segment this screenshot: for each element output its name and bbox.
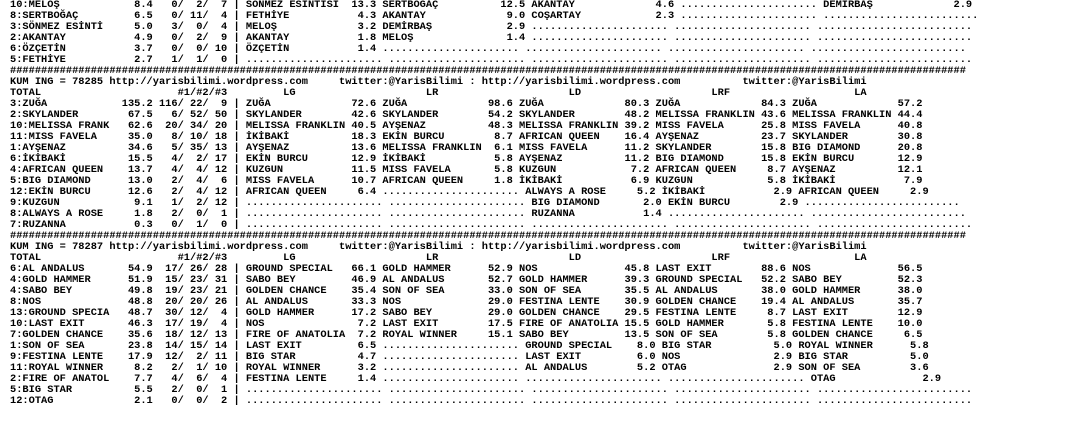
report-line: KUM ING = 78285 http://yarisbilimi.wordpress.com twitter:@YarisBilimi : http://yarisbilimi.wordpress.com twitter:@YarisBilimi <box>10 76 867 88</box>
report-line: 12:OTAG 2.1 0/ 0/ 2 | ...................... ...................... ...................... ...................... ......................... <box>10 395 973 407</box>
report-line: 1:AYŞENAZ 34.6 5/ 35/ 13 | AYŞENAZ 13.6 MELISSA FRANKLIN 6.1 MISS FAVELA 11.2 SKYLANDER 15.8 BIG DIAMOND 20.8 <box>10 142 923 154</box>
report-line: 10:MELOŞ 8.4 0/ 2/ 7 | SÖNMEZ ESİNTİSİ 13.3 SERTBOĞAÇ 12.5 AKANTAY 4.6 ...................... DEMİRBAŞ 2.9 <box>10 0 973 11</box>
report-line: 8:ALWAYS A ROSE 1.8 2/ 0/ 1 | ...................... ...................... RUZANNA 1.4 ...................... ......................... <box>10 208 966 220</box>
report-line: 13:GROUND SPECIA 48.7 30/ 12/ 4 | GOLD HAMMER 17.2 SABO BEY 29.0 GOLDEN CHANCE 29.5 FESTINA LENTE 8.7 LAST EXIT 12.9 <box>10 307 923 319</box>
report-line: 6:AL ANDALUS 54.9 17/ 26/ 28 | GROUND SPECIAL 66.1 GOLD HAMMER 52.9 NOS 45.8 LAST EXIT 88.6 NOS 56.5 <box>10 263 923 275</box>
report-line: 12:EKİN BURCU 12.6 2/ 4/ 12 | AFRICAN QUEEN 6.4 ...................... ALWAYS A ROSE 5.2 İKİBAKİ 2.9 AFRICAN QUEEN 2.9 <box>10 186 929 198</box>
report-line: 8:SERTBOĞAÇ 6.5 0/ 11/ 4 | FETHİYE 4.3 AKANTAY 9.0 COŞARTAY 2.3 ...................... ......................... <box>10 10 979 22</box>
report-line: 11:MISS FAVELA 35.0 8/ 10/ 18 | İKİBAKİ 18.3 EKİN BURCU 8.7 AFRICAN QUEEN 16.4 AYŞENAZ 23.7 SKYLANDER 30.8 <box>10 131 923 143</box>
report-line: 9:FESTINA LENTE 17.9 12/ 2/ 11 | BIG STAR 4.7 ...................... LAST EXIT 6.0 NOS 2.9 BIG STAR 5.0 <box>10 351 929 363</box>
report-line: ########################################################################################################################################################## <box>10 65 966 77</box>
report-line: TOTAL #1/#2/#3 LG LR LD LRF LA <box>10 87 867 99</box>
report-line: ########################################################################################################################################################## <box>10 230 966 242</box>
report-line: 2:AKANTAY 4.9 0/ 2/ 9 | AKANTAY 1.8 MELOŞ 1.4 ...................... ...................... ......................... <box>10 32 973 44</box>
report-line: KUM ING = 78287 http://yarisbilimi.wordpress.com twitter:@YarisBilimi : http://yarisbilimi.wordpress.com twitter:@YarisBilimi <box>10 241 867 253</box>
report-line: 1:SON OF SEA 23.8 14/ 15/ 14 | LAST EXIT 6.5 ...................... GROUND SPECIAL 8.0 BIG STAR 5.0 ROYAL WINNER 5.8 <box>10 340 929 352</box>
report-lines <box>10 0 978 407</box>
report-line: TOTAL #1/#2/#3 LG LR LD LRF LA <box>10 252 867 264</box>
report-line: 7:GOLDEN CHANCE 35.6 18/ 12/ 13 | FIRE OF ANATOLIA 7.2 ROYAL WINNER 15.1 SABO BEY 13.5 SON OF SEA 5.8 GOLDEN CHANCE 6.5 <box>10 329 923 341</box>
report-line: 4:GOLD HAMMER 51.9 15/ 23/ 31 | SABO BEY 46.9 AL ANDALUS 52.7 GOLD HAMMER 39.3 GROUND SPECIAL 52.2 SABO BEY 52.3 <box>10 274 923 286</box>
report-line: 9:KUZGUN 9.1 1/ 2/ 12 | ...................... ...................... BIG DIAMOND 2.0 EKİN BURCU 2.9 ......................... <box>10 197 960 209</box>
report-line: 4:AFRICAN QUEEN 13.7 4/ 4/ 12 | KUZGUN 11.5 MISS FAVELA 5.8 KUZGUN 7.2 AFRICAN QUEEN 8.7 AYŞENAZ 12.1 <box>10 164 923 176</box>
report-line: 6:İKİBAKİ 15.5 4/ 2/ 17 | EKİN BURCU 12.9 İKİBAKİ 5.8 AYŞENAZ 11.2 BIG DIAMOND 15.8 EKİN BURCU 12.9 <box>10 153 923 165</box>
report-line: 10:MELISSA FRANK 62.6 20/ 34/ 20 | MELISSA FRANKLIN 40.5 AYŞENAZ 48.3 MELISSA FRANKLIN 39.2 MISS FAVELA 25.8 MISS FAVELA 40.8 <box>10 120 923 132</box>
report-line: 3:ZUĞA 135.2 116/ 22/ 9 | ZUĞA 72.6 ZUĞA 98.6 ZUĞA 80.3 ZUĞA 84.3 ZUĞA 57.2 <box>10 98 923 110</box>
report-line: 5:BIG STAR 5.5 2/ 0/ 1 | ...................... ...................... ...................... ...................... ......................... <box>10 384 973 396</box>
report-line: 2:SKYLANDER 67.5 6/ 52/ 50 | SKYLANDER 42.6 SKYLANDER 54.2 SKYLANDER 48.2 MELISSA FRANKLIN 43.6 MELISSA FRANKLIN 44.4 <box>10 109 923 121</box>
report-line: 7:RUZANNA 0.3 0/ 1/ 0 | ...................... ...................... ...................... ...................... ......................... <box>10 219 973 231</box>
report-line: 3:SÖNMEZ ESİNTİ 5.0 3/ 0/ 4 | MELOŞ 3.2 DEMİRBAŞ 2.9 ...................... ...................... ......................... <box>10 21 973 33</box>
report-line: 4:SABO BEY 49.8 19/ 23/ 21 | GOLDEN CHANCE 35.4 SON OF SEA 33.0 SON OF SEA 35.5 AL ANDALUS 38.0 GOLD HAMMER 38.0 <box>10 285 923 297</box>
report-line: 8:NOS 48.8 20/ 20/ 26 | AL ANDALUS 33.3 NOS 29.0 FESTINA LENTE 30.9 GOLDEN CHANCE 19.4 AL ANDALUS 35.7 <box>10 296 923 308</box>
report-line: 11:ROYAL WINNER 8.2 2/ 1/ 10 | ROYAL WINNER 3.2 ...................... AL ANDALUS 5.2 OTAG 2.9 SON OF SEA 3.6 <box>10 362 929 374</box>
report-line: 10:LAST EXIT 46.3 17/ 19/ 4 | NOS 7.2 LAST EXIT 17.5 FIRE OF ANATOLIA 15.5 GOLD HAMMER 5.8 FESTINA LENTE 10.0 <box>10 318 923 330</box>
report-line: 2:FIRE OF ANATOL 7.7 4/ 6/ 4 | FESTINA LENTE 1.4 ...................... ...................... ...................... OTAG 2.9 <box>10 373 942 385</box>
report-line: 6:ÖZÇETİN 3.7 0/ 0/ 10 | ÖZÇETİN 1.4 ...................... ...................... ...................... ......................... <box>10 43 966 55</box>
report-line: 5:FETHİYE 2.7 1/ 1/ 0 | ...................... ...................... ...................... ...................... ......................... <box>10 54 973 66</box>
report-line: 5:BIG DIAMOND 13.0 2/ 4/ 6 | MISS FAVELA 10.7 AFRICAN QUEEN 1.8 İKİBAKİ 6.9 KUZGUN 5.8 İKİBAKİ 7.9 <box>10 175 923 187</box>
